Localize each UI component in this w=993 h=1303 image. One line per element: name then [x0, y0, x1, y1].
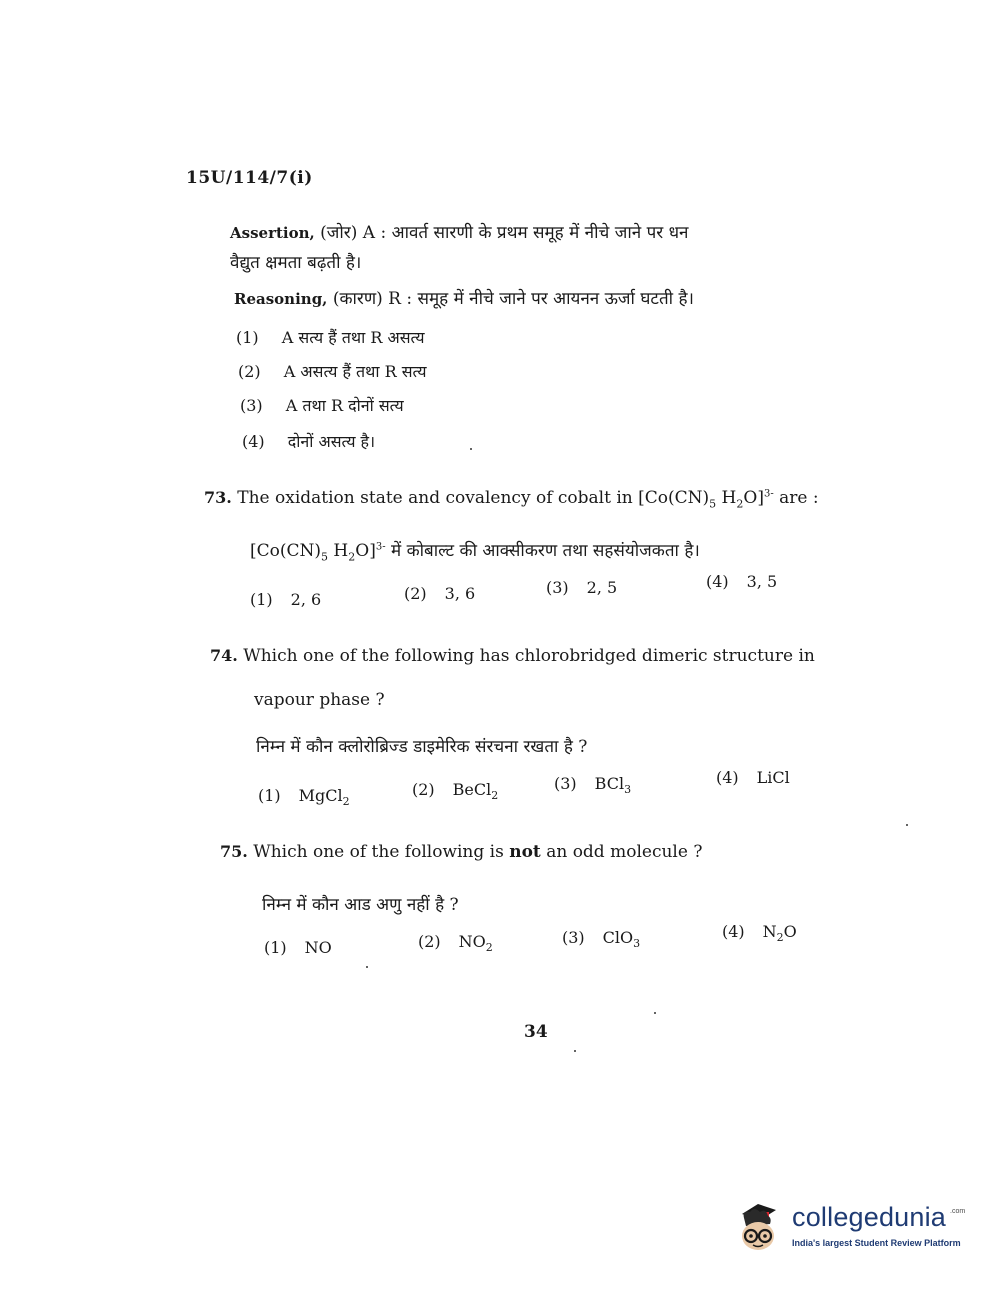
- q73-hindi-text: में कोबाल्ट की आक्सीकरण तथा सहसंयोजकता है।: [385, 541, 700, 561]
- q74-text: Which one of the following has chlorobridged dimeric structure in: [243, 646, 815, 666]
- q75-option-1: [264, 938, 332, 957]
- subscript: 2: [776, 931, 784, 945]
- q75-text-end: an odd molecule ?: [540, 842, 703, 862]
- q74-option-1: [258, 786, 350, 808]
- emphasis: not: [509, 842, 541, 862]
- formula-part: NO: [304, 938, 332, 957]
- brand-tagline: India's largest Student Review Platform: [792, 1238, 961, 1248]
- formula-part: BeCl: [452, 780, 492, 799]
- q75-option-4: [722, 922, 797, 944]
- option-number: (4): [242, 432, 265, 451]
- question-number: 74.: [210, 646, 238, 665]
- option-number: (3): [562, 928, 585, 947]
- formula-part: BCl: [594, 774, 625, 793]
- q75-option-3: [562, 928, 640, 950]
- paper-code: 15U/114/7(i): [186, 168, 313, 188]
- reasoning-line: [234, 286, 694, 309]
- superscript: 3-: [763, 488, 774, 500]
- scan-speck: [906, 824, 908, 826]
- superscript: 3-: [375, 541, 386, 553]
- option-text: 2, 6: [290, 590, 322, 609]
- option-text: 3, 6: [444, 584, 476, 603]
- q73-option-1: [250, 590, 321, 609]
- q73-question: [204, 488, 819, 510]
- option-text: 3, 5: [746, 572, 778, 591]
- option-text: A तथा R दोनों सत्य: [285, 396, 404, 415]
- subscript: 2: [491, 789, 499, 803]
- q74-hindi: निम्न में कौन क्लोरोब्रिज्ड डाइमेरिक संरचना रखता है ?: [256, 737, 588, 757]
- q73-option-3: [546, 578, 617, 597]
- option-number: (1): [236, 328, 259, 347]
- collegedunia-logo[interactable]: [736, 1196, 966, 1260]
- formula-part: H: [716, 488, 737, 508]
- formula-part: [Co(CN): [250, 541, 322, 561]
- scan-speck: [654, 1012, 656, 1014]
- question-number: 73.: [204, 488, 232, 507]
- formula-part: O]: [743, 488, 764, 508]
- formula-part: NO: [458, 932, 486, 951]
- q73-text-end: are :: [773, 488, 819, 508]
- assertion-label: Assertion,: [230, 224, 315, 242]
- q74-text-2: vapour phase ?: [254, 690, 385, 710]
- q74-option-3: [554, 774, 631, 796]
- option-number: (3): [240, 396, 263, 415]
- q73-option-2: [404, 584, 475, 603]
- subscript: 3: [633, 937, 641, 951]
- option-number: (1): [250, 590, 273, 609]
- formula-part: MgCl: [298, 786, 343, 805]
- scan-speck: [574, 1050, 576, 1052]
- page-number: 34: [524, 1022, 548, 1042]
- subscript: 2: [485, 941, 493, 955]
- reasoning-label: Reasoning,: [234, 290, 328, 308]
- q72-option-1: [236, 326, 424, 348]
- q72-option-2: [238, 360, 426, 382]
- subscript: 2: [342, 795, 350, 809]
- q73-option-4: [706, 572, 777, 591]
- question-number: 75.: [220, 842, 248, 861]
- option-number: (4): [716, 768, 739, 787]
- q75-text: Which one of the following is: [253, 842, 510, 862]
- formula-part: N: [762, 922, 777, 941]
- q75-hindi: निम्न में कौन आड अणु नहीं है ?: [262, 895, 459, 915]
- q73-text: The oxidation state and covalency of cobalt in [Co(CN): [237, 488, 710, 508]
- scan-speck: [366, 966, 368, 968]
- option-number: (2): [418, 932, 441, 951]
- subscript: 3: [624, 783, 632, 797]
- formula-part: LiCl: [756, 768, 790, 787]
- option-number: (3): [554, 774, 577, 793]
- option-number: (3): [546, 578, 569, 597]
- brand-suffix: .com: [950, 1208, 966, 1215]
- q72-option-3: [240, 394, 404, 416]
- brand-name: collegedunia: [792, 1202, 947, 1232]
- option-text: 2, 5: [586, 578, 618, 597]
- assertion-line: [230, 220, 688, 243]
- mascot-icon: [736, 1200, 784, 1256]
- subscript: 2: [348, 550, 356, 564]
- q75-question: [220, 842, 702, 862]
- option-number: (2): [404, 584, 427, 603]
- q74-question: [210, 646, 815, 666]
- option-text: दोनों असत्य है।: [287, 432, 376, 451]
- q72-option-4: [242, 430, 375, 452]
- option-number: (2): [238, 362, 261, 381]
- q74-option-4: [716, 768, 790, 787]
- formula-part: O]: [355, 541, 376, 561]
- option-text: A असत्य हैं तथा R सत्य: [283, 362, 427, 381]
- assertion-text-2: वैद्युत क्षमता बढ़ती है।: [230, 253, 362, 273]
- option-text: A सत्य हैं तथा R असत्य: [281, 328, 425, 347]
- subscript: 2: [736, 497, 744, 511]
- option-number: (4): [706, 572, 729, 591]
- formula-part: H: [328, 541, 349, 561]
- option-number: (1): [264, 938, 287, 957]
- formula-part: O: [783, 922, 797, 941]
- q75-option-2: [418, 932, 493, 954]
- subscript: 5: [709, 497, 717, 511]
- option-number: (4): [722, 922, 745, 941]
- option-number: (1): [258, 786, 281, 805]
- option-number: (2): [412, 780, 435, 799]
- q74-option-2: [412, 780, 498, 802]
- scan-speck: [470, 448, 472, 450]
- q73-hindi: [250, 538, 700, 563]
- assertion-text: (जोर) A : आवर्त सारणी के प्रथम समूह में नीचे जाने पर धन: [320, 223, 689, 243]
- formula-part: ClO: [602, 928, 634, 947]
- reasoning-text: (कारण) R : समूह में नीचे जाने पर आयनन ऊर्जा घटती है।: [332, 289, 694, 309]
- subscript: 5: [321, 550, 329, 564]
